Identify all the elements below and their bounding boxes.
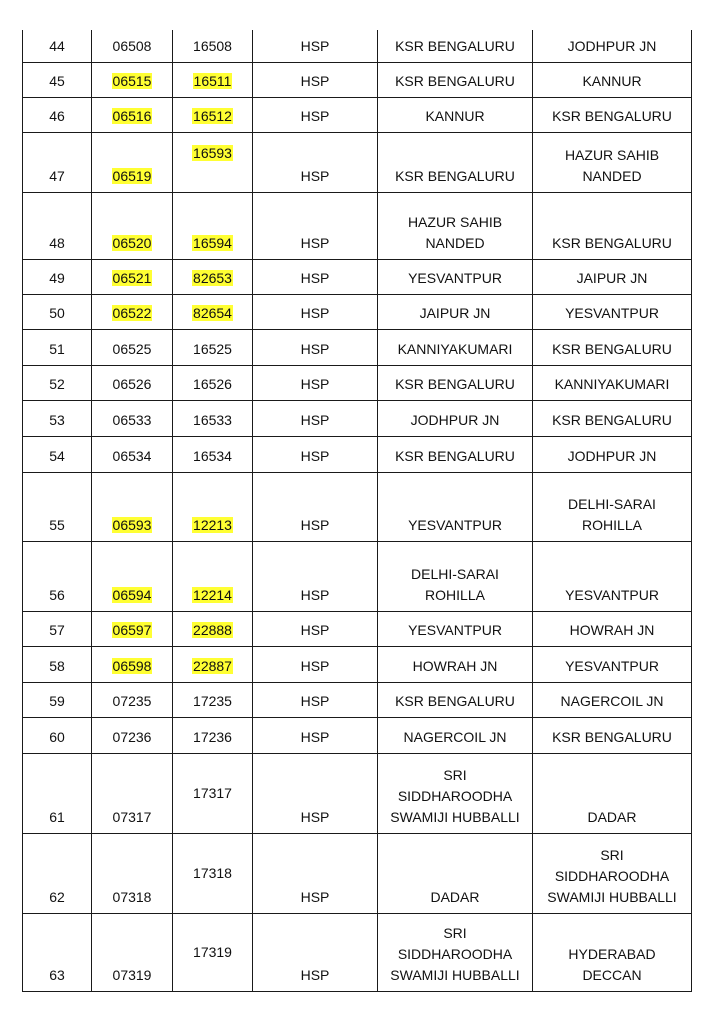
- old-train-number-cell: [92, 132, 173, 192]
- to-station-line: HOWRAH JN: [569, 621, 655, 638]
- from-station-line: SWAMIJI HUBBALLI: [390, 966, 520, 983]
- train-type-cell: [253, 833, 378, 913]
- new-train-number: 16511: [193, 72, 232, 89]
- to-station-cell: [533, 62, 692, 97]
- train-type: HSP: [300, 340, 330, 357]
- train-type: HSP: [300, 72, 330, 89]
- new-train-number-cell: [173, 62, 253, 97]
- new-train-number: 16534: [193, 447, 232, 464]
- train-type-cell: [253, 294, 378, 329]
- serial-number-cell: [23, 294, 92, 329]
- from-station-cell: [378, 294, 533, 329]
- old-train-number-cell: [92, 753, 173, 833]
- serial-number: 55: [49, 516, 65, 533]
- serial-number: 51: [49, 340, 65, 357]
- old-train-number-cell: [92, 436, 173, 472]
- serial-number: 58: [49, 657, 65, 674]
- old-train-number-cell: [92, 833, 173, 913]
- serial-number: 44: [49, 37, 65, 54]
- new-train-number-cell: [173, 192, 253, 259]
- from-station-line: HAZUR SAHIB: [407, 213, 503, 230]
- train-type: HSP: [300, 234, 330, 251]
- table-row: [23, 611, 692, 646]
- to-station-cell: [533, 541, 692, 611]
- from-station-line: YESVANTPUR: [408, 516, 502, 533]
- new-train-number-cell: [173, 541, 253, 611]
- serial-number-cell: [23, 717, 92, 753]
- to-station-cell: [533, 833, 692, 913]
- table-row: [23, 436, 692, 472]
- from-station-cell: [378, 132, 533, 192]
- train-type: HSP: [300, 692, 330, 709]
- old-train-number-cell: [92, 682, 173, 717]
- train-type: HSP: [300, 657, 330, 674]
- train-type: HSP: [300, 516, 330, 533]
- train-type: HSP: [300, 269, 330, 286]
- from-station-cell: [378, 611, 533, 646]
- train-type-cell: [253, 329, 378, 365]
- from-station-cell: [378, 717, 533, 753]
- new-train-number-cell: [173, 294, 253, 329]
- train-type: HSP: [300, 808, 330, 825]
- new-train-number-cell: [173, 611, 253, 646]
- new-train-number-cell: [173, 833, 253, 913]
- serial-number: 59: [49, 692, 65, 709]
- from-station-line: ROHILLA: [425, 586, 485, 603]
- to-station-cell: [533, 329, 692, 365]
- new-train-number: 16512: [193, 107, 232, 124]
- new-train-number: 12213: [193, 516, 232, 533]
- serial-number-cell: [23, 753, 92, 833]
- old-train-number: 07318: [112, 888, 152, 905]
- to-station-cell: [533, 717, 692, 753]
- new-train-number: 17236: [193, 728, 232, 745]
- from-station-line: KSR BENGALURU: [395, 692, 515, 709]
- old-train-number: 06522: [112, 304, 152, 321]
- table-row: [23, 400, 692, 436]
- old-train-number-cell: [92, 717, 173, 753]
- from-station-cell: [378, 436, 533, 472]
- new-train-number: 17317: [193, 784, 232, 801]
- new-train-number-cell: [173, 329, 253, 365]
- old-train-number: 07235: [112, 692, 152, 709]
- from-station-cell: [378, 365, 533, 400]
- serial-number-cell: [23, 329, 92, 365]
- from-station-cell: [378, 682, 533, 717]
- new-train-number: 16525: [193, 340, 232, 357]
- old-train-number: 06521: [112, 269, 152, 286]
- from-station-line: NAGERCOIL JN: [403, 728, 507, 745]
- new-train-number-cell: [173, 682, 253, 717]
- serial-number-cell: [23, 400, 92, 436]
- old-train-number: 06515: [112, 72, 152, 89]
- table-row: [23, 913, 692, 991]
- from-station-line: SIDDHAROODHA: [397, 787, 513, 804]
- from-station-cell: [378, 833, 533, 913]
- from-station-cell: [378, 400, 533, 436]
- old-train-number: 06520: [112, 234, 152, 251]
- new-train-number-cell: [173, 913, 253, 991]
- serial-number-cell: [23, 646, 92, 682]
- from-station-cell: [378, 913, 533, 991]
- serial-number-cell: [23, 97, 92, 132]
- new-train-number: 16533: [193, 411, 232, 428]
- train-type: HSP: [300, 167, 330, 184]
- to-station-line: KSR BENGALURU: [552, 234, 672, 251]
- table-row: [23, 192, 692, 259]
- serial-number: 61: [49, 808, 65, 825]
- serial-number: 50: [49, 304, 65, 321]
- from-station-line: SWAMIJI HUBBALLI: [390, 808, 520, 825]
- train-type-cell: [253, 682, 378, 717]
- train-type: HSP: [300, 728, 330, 745]
- new-train-number: 22888: [193, 621, 232, 638]
- to-station-line: SWAMIJI HUBBALLI: [547, 888, 677, 905]
- from-station-line: KANNIYAKUMARI: [397, 340, 513, 357]
- train-type-cell: [253, 132, 378, 192]
- to-station-cell: [533, 294, 692, 329]
- train-type-cell: [253, 192, 378, 259]
- table-row: [23, 541, 692, 611]
- table-row: [23, 753, 692, 833]
- old-train-number: 06526: [112, 375, 152, 392]
- old-train-number: 06508: [112, 37, 152, 54]
- train-type-cell: [253, 436, 378, 472]
- old-train-number-cell: [92, 97, 173, 132]
- serial-number-cell: [23, 833, 92, 913]
- to-station-line: HYDERABAD: [568, 945, 656, 962]
- from-station-line: YESVANTPUR: [408, 621, 502, 638]
- table-row: [23, 259, 692, 294]
- new-train-number: 16594: [193, 234, 232, 251]
- serial-number-cell: [23, 682, 92, 717]
- from-station-cell: [378, 753, 533, 833]
- new-train-number-cell: [173, 132, 253, 192]
- old-train-number-cell: [92, 192, 173, 259]
- from-station-cell: [378, 97, 533, 132]
- table-row: [23, 30, 692, 62]
- train-type: HSP: [300, 447, 330, 464]
- to-station-line: ROHILLA: [582, 516, 642, 533]
- from-station-line: SRI: [443, 924, 467, 941]
- new-train-number: 17235: [193, 692, 232, 709]
- table-body: [23, 30, 692, 991]
- old-train-number-cell: [92, 541, 173, 611]
- new-train-number: 16593: [193, 144, 232, 161]
- to-station-cell: [533, 611, 692, 646]
- serial-number-cell: [23, 30, 92, 62]
- train-type-cell: [253, 259, 378, 294]
- new-train-number: 82653: [193, 269, 232, 286]
- train-type-cell: [253, 30, 378, 62]
- old-train-number-cell: [92, 646, 173, 682]
- table-row: [23, 646, 692, 682]
- from-station-line: KSR BENGALURU: [395, 37, 515, 54]
- old-train-number: 06594: [112, 586, 152, 603]
- to-station-line: KSR BENGALURU: [552, 728, 672, 745]
- to-station-line: KANNUR: [582, 72, 642, 89]
- to-station-line: YESVANTPUR: [565, 586, 659, 603]
- train-type-cell: [253, 913, 378, 991]
- serial-number: 53: [49, 411, 65, 428]
- new-train-number-cell: [173, 717, 253, 753]
- new-train-number-cell: [173, 436, 253, 472]
- serial-number: 54: [49, 447, 65, 464]
- from-station-line: KSR BENGALURU: [395, 72, 515, 89]
- serial-number-cell: [23, 436, 92, 472]
- serial-number: 57: [49, 621, 65, 638]
- serial-number: 62: [49, 888, 65, 905]
- new-train-number: 16508: [193, 37, 232, 54]
- to-station-cell: [533, 132, 692, 192]
- serial-number: 49: [49, 269, 65, 286]
- new-train-number-cell: [173, 472, 253, 541]
- table-row: [23, 132, 692, 192]
- from-station-line: DADAR: [430, 888, 480, 905]
- to-station-cell: [533, 472, 692, 541]
- from-station-cell: [378, 646, 533, 682]
- serial-number: 56: [49, 586, 65, 603]
- to-station-line: KSR BENGALURU: [552, 107, 672, 124]
- serial-number-cell: [23, 611, 92, 646]
- old-train-number-cell: [92, 62, 173, 97]
- serial-number-cell: [23, 192, 92, 259]
- to-station-line: DELHI-SARAI: [568, 495, 656, 512]
- from-station-line: JAIPUR JN: [419, 304, 491, 321]
- table-row: [23, 682, 692, 717]
- from-station-line: KSR BENGALURU: [395, 447, 515, 464]
- train-type-cell: [253, 400, 378, 436]
- train-type-cell: [253, 97, 378, 132]
- table-row: [23, 62, 692, 97]
- train-numbers-table: [22, 30, 692, 992]
- train-type-cell: [253, 753, 378, 833]
- old-train-number-cell: [92, 472, 173, 541]
- old-train-number-cell: [92, 294, 173, 329]
- train-type: HSP: [300, 586, 330, 603]
- train-type: HSP: [300, 621, 330, 638]
- serial-number: 46: [49, 107, 65, 124]
- to-station-line: DECCAN: [582, 966, 642, 983]
- train-type-cell: [253, 472, 378, 541]
- train-type: HSP: [300, 375, 330, 392]
- to-station-line: JODHPUR JN: [567, 37, 657, 54]
- from-station-line: KSR BENGALURU: [395, 375, 515, 392]
- serial-number: 60: [49, 728, 65, 745]
- to-station-line: SIDDHAROODHA: [554, 867, 670, 884]
- train-type-cell: [253, 62, 378, 97]
- serial-number-cell: [23, 913, 92, 991]
- serial-number-cell: [23, 541, 92, 611]
- new-train-number: 22887: [193, 657, 232, 674]
- serial-number-cell: [23, 62, 92, 97]
- new-train-number-cell: [173, 259, 253, 294]
- train-type-cell: [253, 646, 378, 682]
- table-row: [23, 365, 692, 400]
- to-station-cell: [533, 365, 692, 400]
- old-train-number-cell: [92, 400, 173, 436]
- old-train-number: 06534: [112, 447, 152, 464]
- to-station-line: YESVANTPUR: [565, 657, 659, 674]
- serial-number-cell: [23, 259, 92, 294]
- new-train-number-cell: [173, 97, 253, 132]
- train-type-cell: [253, 611, 378, 646]
- to-station-cell: [533, 753, 692, 833]
- to-station-line: SRI: [600, 846, 624, 863]
- to-station-line: JODHPUR JN: [567, 447, 657, 464]
- new-train-number: 12214: [193, 586, 232, 603]
- to-station-cell: [533, 30, 692, 62]
- train-type: HSP: [300, 304, 330, 321]
- to-station-cell: [533, 97, 692, 132]
- from-station-line: HOWRAH JN: [412, 657, 498, 674]
- old-train-number: 06516: [112, 107, 152, 124]
- to-station-line: KANNIYAKUMARI: [554, 375, 670, 392]
- old-train-number-cell: [92, 329, 173, 365]
- train-type-cell: [253, 365, 378, 400]
- from-station-line: JODHPUR JN: [410, 411, 500, 428]
- new-train-number-cell: [173, 365, 253, 400]
- from-station-line: KSR BENGALURU: [395, 167, 515, 184]
- old-train-number-cell: [92, 30, 173, 62]
- old-train-number: 06525: [112, 340, 152, 357]
- old-train-number-cell: [92, 365, 173, 400]
- to-station-line: KSR BENGALURU: [552, 411, 672, 428]
- train-type: HSP: [300, 888, 330, 905]
- table-row: [23, 833, 692, 913]
- from-station-cell: [378, 62, 533, 97]
- from-station-line: SRI: [443, 766, 467, 783]
- new-train-number: 17319: [193, 943, 232, 960]
- table-row: [23, 717, 692, 753]
- from-station-cell: [378, 329, 533, 365]
- to-station-line: NAGERCOIL JN: [560, 692, 664, 709]
- from-station-line: DELHI-SARAI: [411, 565, 499, 582]
- old-train-number: 06598: [112, 657, 152, 674]
- from-station-cell: [378, 192, 533, 259]
- old-train-number: 07317: [112, 808, 152, 825]
- old-train-number-cell: [92, 913, 173, 991]
- table-row: [23, 329, 692, 365]
- from-station-cell: [378, 259, 533, 294]
- to-station-line: YESVANTPUR: [565, 304, 659, 321]
- to-station-cell: [533, 436, 692, 472]
- serial-number-cell: [23, 132, 92, 192]
- from-station-cell: [378, 541, 533, 611]
- old-train-number: 06519: [112, 167, 152, 184]
- to-station-line: KSR BENGALURU: [552, 340, 672, 357]
- new-train-number-cell: [173, 753, 253, 833]
- serial-number: 52: [49, 375, 65, 392]
- new-train-number: 82654: [193, 304, 232, 321]
- new-train-number-cell: [173, 30, 253, 62]
- train-type: HSP: [300, 37, 330, 54]
- table-row: [23, 294, 692, 329]
- new-train-number: 17318: [193, 864, 232, 881]
- to-station-line: DADAR: [587, 808, 637, 825]
- to-station-line: JAIPUR JN: [576, 269, 648, 286]
- from-station-line: KANNUR: [425, 107, 485, 124]
- to-station-cell: [533, 682, 692, 717]
- old-train-number-cell: [92, 259, 173, 294]
- new-train-number-cell: [173, 400, 253, 436]
- table-row: [23, 472, 692, 541]
- to-station-cell: [533, 913, 692, 991]
- table-row: [23, 97, 692, 132]
- old-train-number-cell: [92, 611, 173, 646]
- to-station-cell: [533, 192, 692, 259]
- to-station-cell: [533, 646, 692, 682]
- train-type-cell: [253, 717, 378, 753]
- to-station-cell: [533, 259, 692, 294]
- serial-number: 45: [49, 72, 65, 89]
- old-train-number: 07236: [112, 728, 152, 745]
- old-train-number: 06593: [112, 516, 152, 533]
- serial-number: 48: [49, 234, 65, 251]
- serial-number-cell: [23, 365, 92, 400]
- from-station-cell: [378, 30, 533, 62]
- train-type: HSP: [300, 966, 330, 983]
- train-type: HSP: [300, 107, 330, 124]
- serial-number: 47: [49, 167, 65, 184]
- from-station-line: NANDED: [425, 234, 485, 251]
- train-type-cell: [253, 541, 378, 611]
- serial-number: 63: [49, 966, 65, 983]
- to-station-line: HAZUR SAHIB: [564, 146, 660, 163]
- from-station-cell: [378, 472, 533, 541]
- new-train-number-cell: [173, 646, 253, 682]
- old-train-number: 06597: [112, 621, 152, 638]
- to-station-line: NANDED: [582, 167, 642, 184]
- old-train-number: 07319: [112, 966, 152, 983]
- train-type: HSP: [300, 411, 330, 428]
- to-station-cell: [533, 400, 692, 436]
- old-train-number: 06533: [112, 411, 152, 428]
- from-station-line: YESVANTPUR: [408, 269, 502, 286]
- from-station-line: SIDDHAROODHA: [397, 945, 513, 962]
- new-train-number: 16526: [193, 375, 232, 392]
- serial-number-cell: [23, 472, 92, 541]
